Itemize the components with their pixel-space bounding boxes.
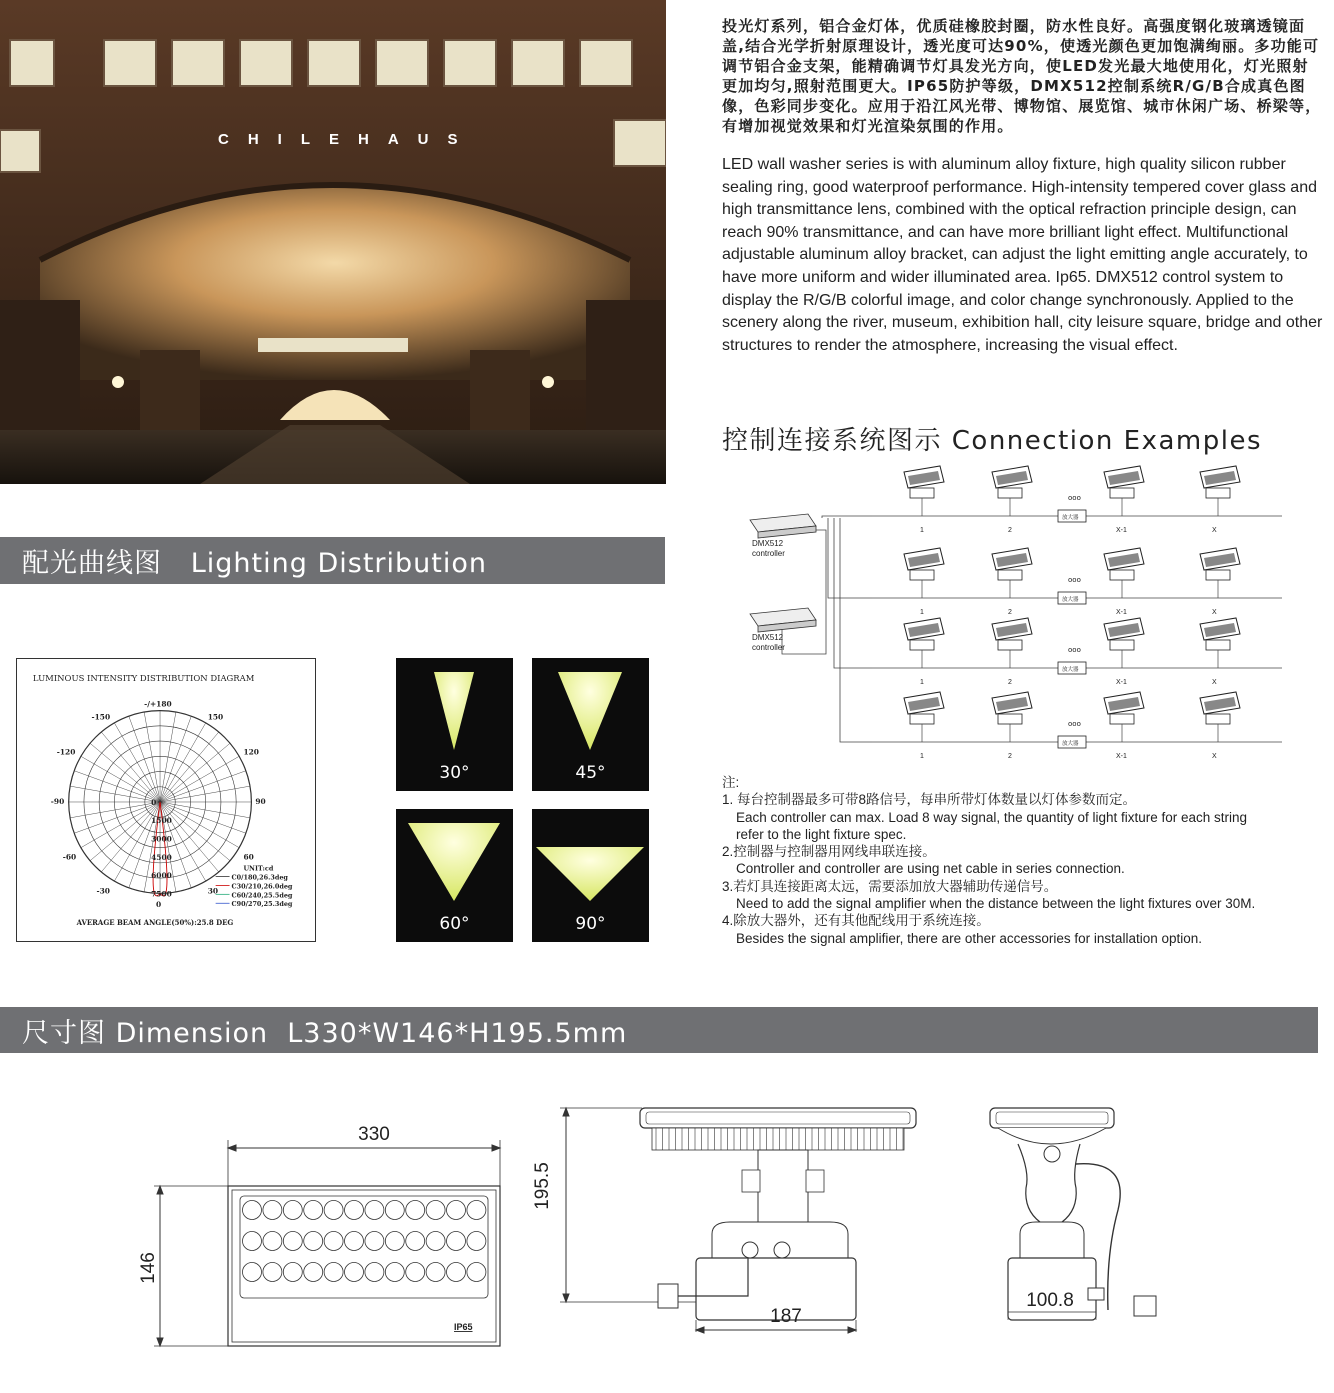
ring-label-0: 0 [151,797,157,807]
amplifier-label: 放大器 [1062,515,1079,521]
dimension-drawings [0,1060,1334,1390]
note-4-cn: 4.除放大器外，还有其他配线用于系统连接。 [722,913,990,929]
note-1-en-cont: refer to the light fixture spec. [736,826,907,842]
angle-label-m150: -150 [91,712,111,722]
amplifier-label: 放大器 [1062,667,1079,673]
fixture-label: X-1 [1116,527,1127,534]
fixture [992,692,1032,760]
svg-text:controller: controller [752,643,785,652]
fixture [1104,548,1144,616]
angle-label-60: 60 [243,852,254,862]
fixture-label: 1 [920,527,924,534]
angle-label-m120: -120 [56,747,76,757]
fixture [1104,692,1144,760]
amplifier-label: 放大器 [1062,597,1079,603]
angle-label-30: 30 [207,886,219,896]
controller-1 [750,514,816,558]
note-3-cn: 3.若灯具连接距离太远，需要添加放大器辅助传递信号。 [722,878,1058,894]
ellipsis-label: ooo [1068,646,1081,654]
connection-row-1 [872,466,1282,534]
beam-label-90: 90° [575,914,606,934]
note-3-en: Need to add the signal amplifier when the distance between the light fixtures over 30M. [736,896,1256,912]
beam-tile-60 [396,809,513,942]
dim-width: 146 [138,1252,159,1284]
dim-length: 330 [358,1124,390,1145]
ring-label-3000: 3000 [151,834,172,844]
fixture-label: X-1 [1116,753,1127,760]
angle-label-150: 150 [207,712,224,722]
angle-label-0: 0 [156,900,162,910]
fixture [1104,466,1144,534]
ellipsis-label: ooo [1068,576,1081,584]
fixture-label: X [1212,753,1217,760]
fixture [992,466,1032,534]
fixture [904,618,944,686]
connection-notes [722,774,1322,947]
beam-tile-30 [396,658,513,791]
note-4-en: Besides the signal amplifier, there are other accessories for installation option. [736,930,1203,946]
front-view [154,1140,500,1346]
connection-diagram [722,458,1328,768]
dim-base: 187 [770,1306,802,1327]
dim-height: 195.5 [532,1162,553,1210]
fixture [1200,618,1240,686]
fixture [1200,692,1240,760]
fixture-label: X [1212,609,1217,616]
legend-c60: C60/240,25.5deg [231,891,293,900]
notes-heading: 注: [722,775,740,790]
fixture-label: 2 [1008,753,1012,760]
legend-c90: C90/270,25.3deg [231,900,293,909]
fixture [992,618,1032,686]
connection-row-2 [872,548,1282,616]
svg-text:controller: controller [752,549,785,558]
note-1-en: Each controller can max. Load 8 way signal, the quantity of light fixture for each string [736,809,1248,825]
fixture [904,692,944,760]
angle-label-120: 120 [243,747,259,757]
angle-label-m90: -90 [50,796,65,806]
legend-c0: C0/180,26.3deg [231,873,288,882]
fixture-label: 1 [920,753,924,760]
fixture-label: X [1212,527,1217,534]
unit-label: UNIT:cd [243,864,274,873]
average-beam-angle: AVERAGE BEAM ANGLE(50%):25.8 DEG [76,918,234,928]
building-sign: CHILEHAUS [218,131,477,148]
angle-label-180: -/+180 [144,699,172,709]
fixture-label: X-1 [1116,609,1127,616]
description-english: LED wall washer series is with aluminum alloy fixture, high quality silicon rubber sealing ring, good waterproof performance. High-intensity tempered cover glass and high transmittance lens, combined with the optical refraction principle design, can reach 90% transmittance, and can have more brilliant light effect. Multifunctional adjustable aluminum alloy bracket, can adjust the light emitting angle accurately, to have more uniform and wider illuminated area. Ip65. DMX512 control system to display the R/G/B colorful image, and color change synchronously. Applied to the scenery along the river, museum, exhibition hall, city leisure square, bridge and other structures to render the atmosphere, increasing the visual effect. [722,156,1323,354]
building-photo [0,0,666,484]
fixture [904,466,944,534]
controller-2 [750,608,816,652]
side-view [560,1108,916,1333]
beam-label-45: 45° [575,763,606,783]
fixture [904,548,944,616]
angle-label-m30: -30 [96,886,110,896]
ring-label-7500: 7500 [151,889,172,899]
legend-c30: C30/210,26.0deg [231,882,293,891]
end-view [990,1108,1156,1320]
ring-label-6000: 6000 [151,871,172,881]
note-1-cn: 1. 每台控制器最多可带8路信号，每串所带灯体数量以灯体参数而定。 [722,792,1137,808]
fixture [1104,618,1144,686]
beam-tile-90 [532,809,649,942]
amplifier-label: 放大器 [1062,741,1079,747]
fixture [1200,466,1240,534]
fixture-label: 1 [920,679,924,686]
diagram-title: LUMINOUS INTENSITY DISTRIBUTION DIAGRAM [32,672,255,683]
fixture [992,548,1032,616]
dimension-header: 尺寸图 Dimension L330*W146*H195.5mm [0,1007,1318,1053]
fixture-label: 2 [1008,527,1012,534]
luminous-intensity-diagram [16,658,316,942]
fixture-label: 2 [1008,609,1012,616]
note-2-en: Controller and controller are using net cable in series connection. [736,861,1125,877]
connection-row-3 [872,618,1282,686]
fixture-label: 1 [920,609,924,616]
connection-examples-title: 控制连接系统图示 Connection Examples [722,426,1262,456]
fixture-label: X-1 [1116,679,1127,686]
ip-label: IP65 [454,1322,473,1332]
description-chinese: 投光灯系列，铝合金灯体，优质硅橡胶封圈，防水性良好。高强度钢化玻璃透镜面盖,结合光学折射原理设计，透光度可达90%，使透光颜色更加饱满绚丽。多功能可调节铝合金支架，能精确调节灯具发光方向，使LED发光最大地使用化，灯光照射更加均匀,照射范围更大。IP65防护等级，DMX512控制系统R/G/B合成真色图像，色彩同步变化。应用于沿江风光带、博物馆、展览馆、城市休闲广场、桥梁等，有增加视觉效果和灯光渲染氛围的作用。 [722,17,1322,135]
lighting-distribution-header: 配光曲线图 Lighting Distribution [0,537,665,584]
svg-text:DMX512: DMX512 [752,539,784,548]
beam-label-30: 30° [439,763,470,783]
svg-text:DMX512: DMX512 [752,633,784,642]
beam-label-60: 60° [439,914,470,934]
fixture-label: 2 [1008,679,1012,686]
beam-tile-45 [532,658,649,791]
ellipsis-label: ooo [1068,494,1081,502]
fixture [1200,548,1240,616]
angle-label-m60: -60 [62,852,77,862]
ring-label-4500: 4500 [151,852,172,862]
angle-label-90: 90 [255,796,266,806]
dim-side: 100.8 [1026,1290,1074,1311]
ring-label-1500: 1500 [151,816,172,826]
ellipsis-label: ooo [1068,720,1081,728]
note-2-cn: 2.控制器与控制器用网线串联连接。 [722,844,936,860]
connection-row-4 [872,692,1282,760]
fixture-label: X [1212,679,1217,686]
